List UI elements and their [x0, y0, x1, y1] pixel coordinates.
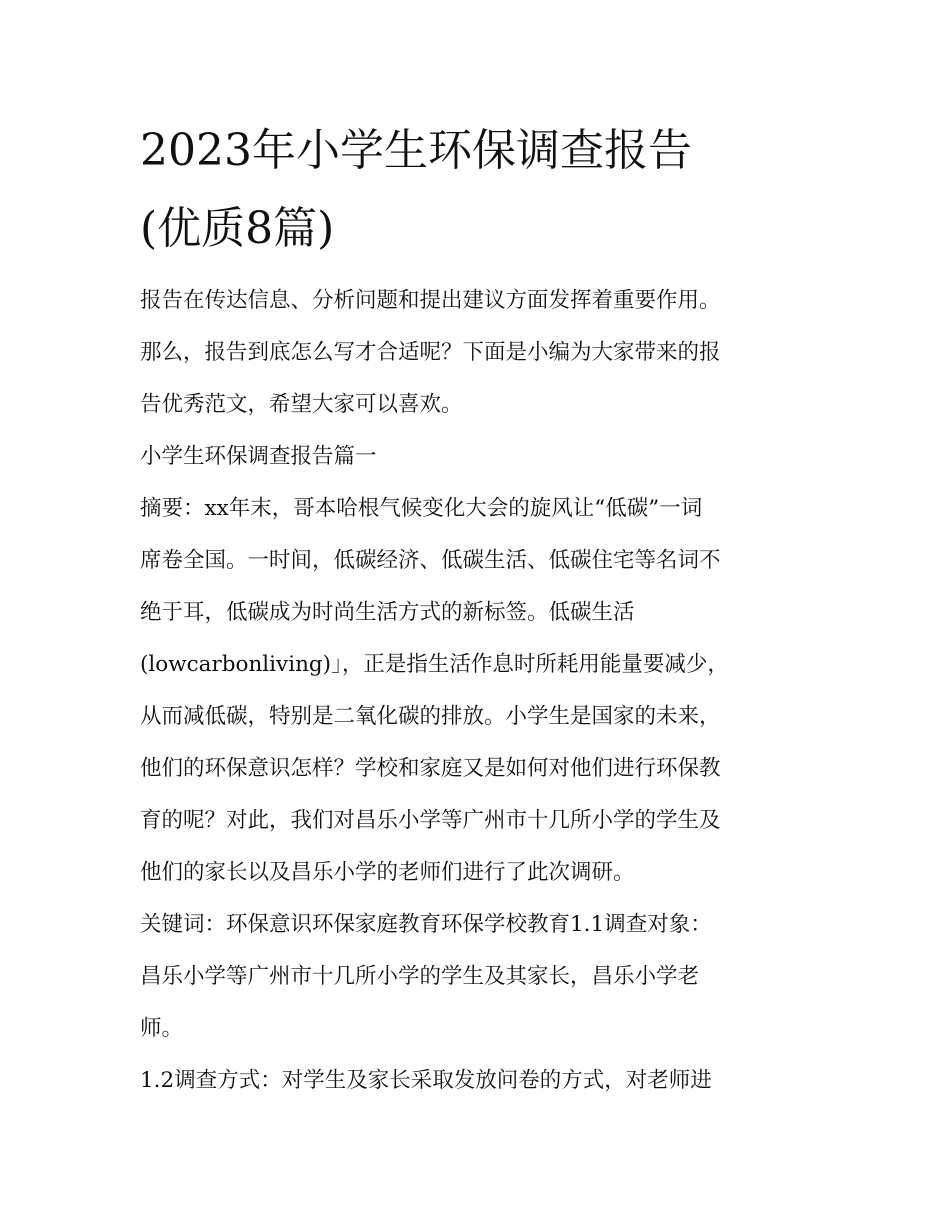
document-body [140, 275, 820, 1107]
section-heading: 小学生环保调查报告篇一 [140, 444, 377, 469]
abstract-line-8: 他们的家长以及昌乐小学的老师们进行了此次调研。 [140, 860, 635, 885]
intro-line-2: 那么，报告到底怎么写才合适呢？下面是小编为大家带来的报 [140, 340, 721, 365]
abstract-line-7: 育的呢？对此，我们对昌乐小学等广州市十几所小学的学生及 [140, 808, 721, 833]
title-line-1: 2023年小学生环保调查报告 [140, 125, 692, 176]
title-line-2: (优质8篇) [140, 203, 335, 254]
abstract-line-4: (lowcarbonliving)」，正是指生活作息时所耗用能量要减少， [140, 652, 729, 677]
abstract-line-6: 他们的环保意识怎样？学校和家庭又是如何对他们进行环保教 [140, 756, 721, 781]
keywords-line-2: 昌乐小学等广州市十几所小学的学生及其家长，昌乐小学老 [140, 964, 700, 989]
intro-line-3: 告优秀范文，希望大家可以喜欢。 [140, 392, 463, 417]
abstract-line-1: 摘要：xx年末，哥本哈根气候变化大会的旋风让“低碳”一词 [140, 496, 703, 521]
abstract-line-3: 绝于耳，低碳成为时尚生活方式的新标签。低碳生活 [140, 600, 635, 625]
abstract-line-5: 从而减低碳，特别是二氧化碳的排放。小学生是国家的未来， [140, 704, 721, 729]
document-title [140, 112, 820, 268]
keywords-line-3: 师。 [140, 1016, 184, 1041]
method-line-1: 1.2调查方式：对学生及家长采取发放问卷的方式，对老师进 [140, 1068, 712, 1093]
abstract-line-2: 席卷全国。一时间，低碳经济、低碳生活、低碳住宅等名词不 [140, 548, 721, 573]
keywords-line-1: 关键词：环保意识环保家庭教育环保学校教育1.1调查对象： [140, 912, 712, 937]
intro-line-1: 报告在传达信息、分析问题和提出建议方面发挥着重要作用。 [140, 288, 721, 313]
